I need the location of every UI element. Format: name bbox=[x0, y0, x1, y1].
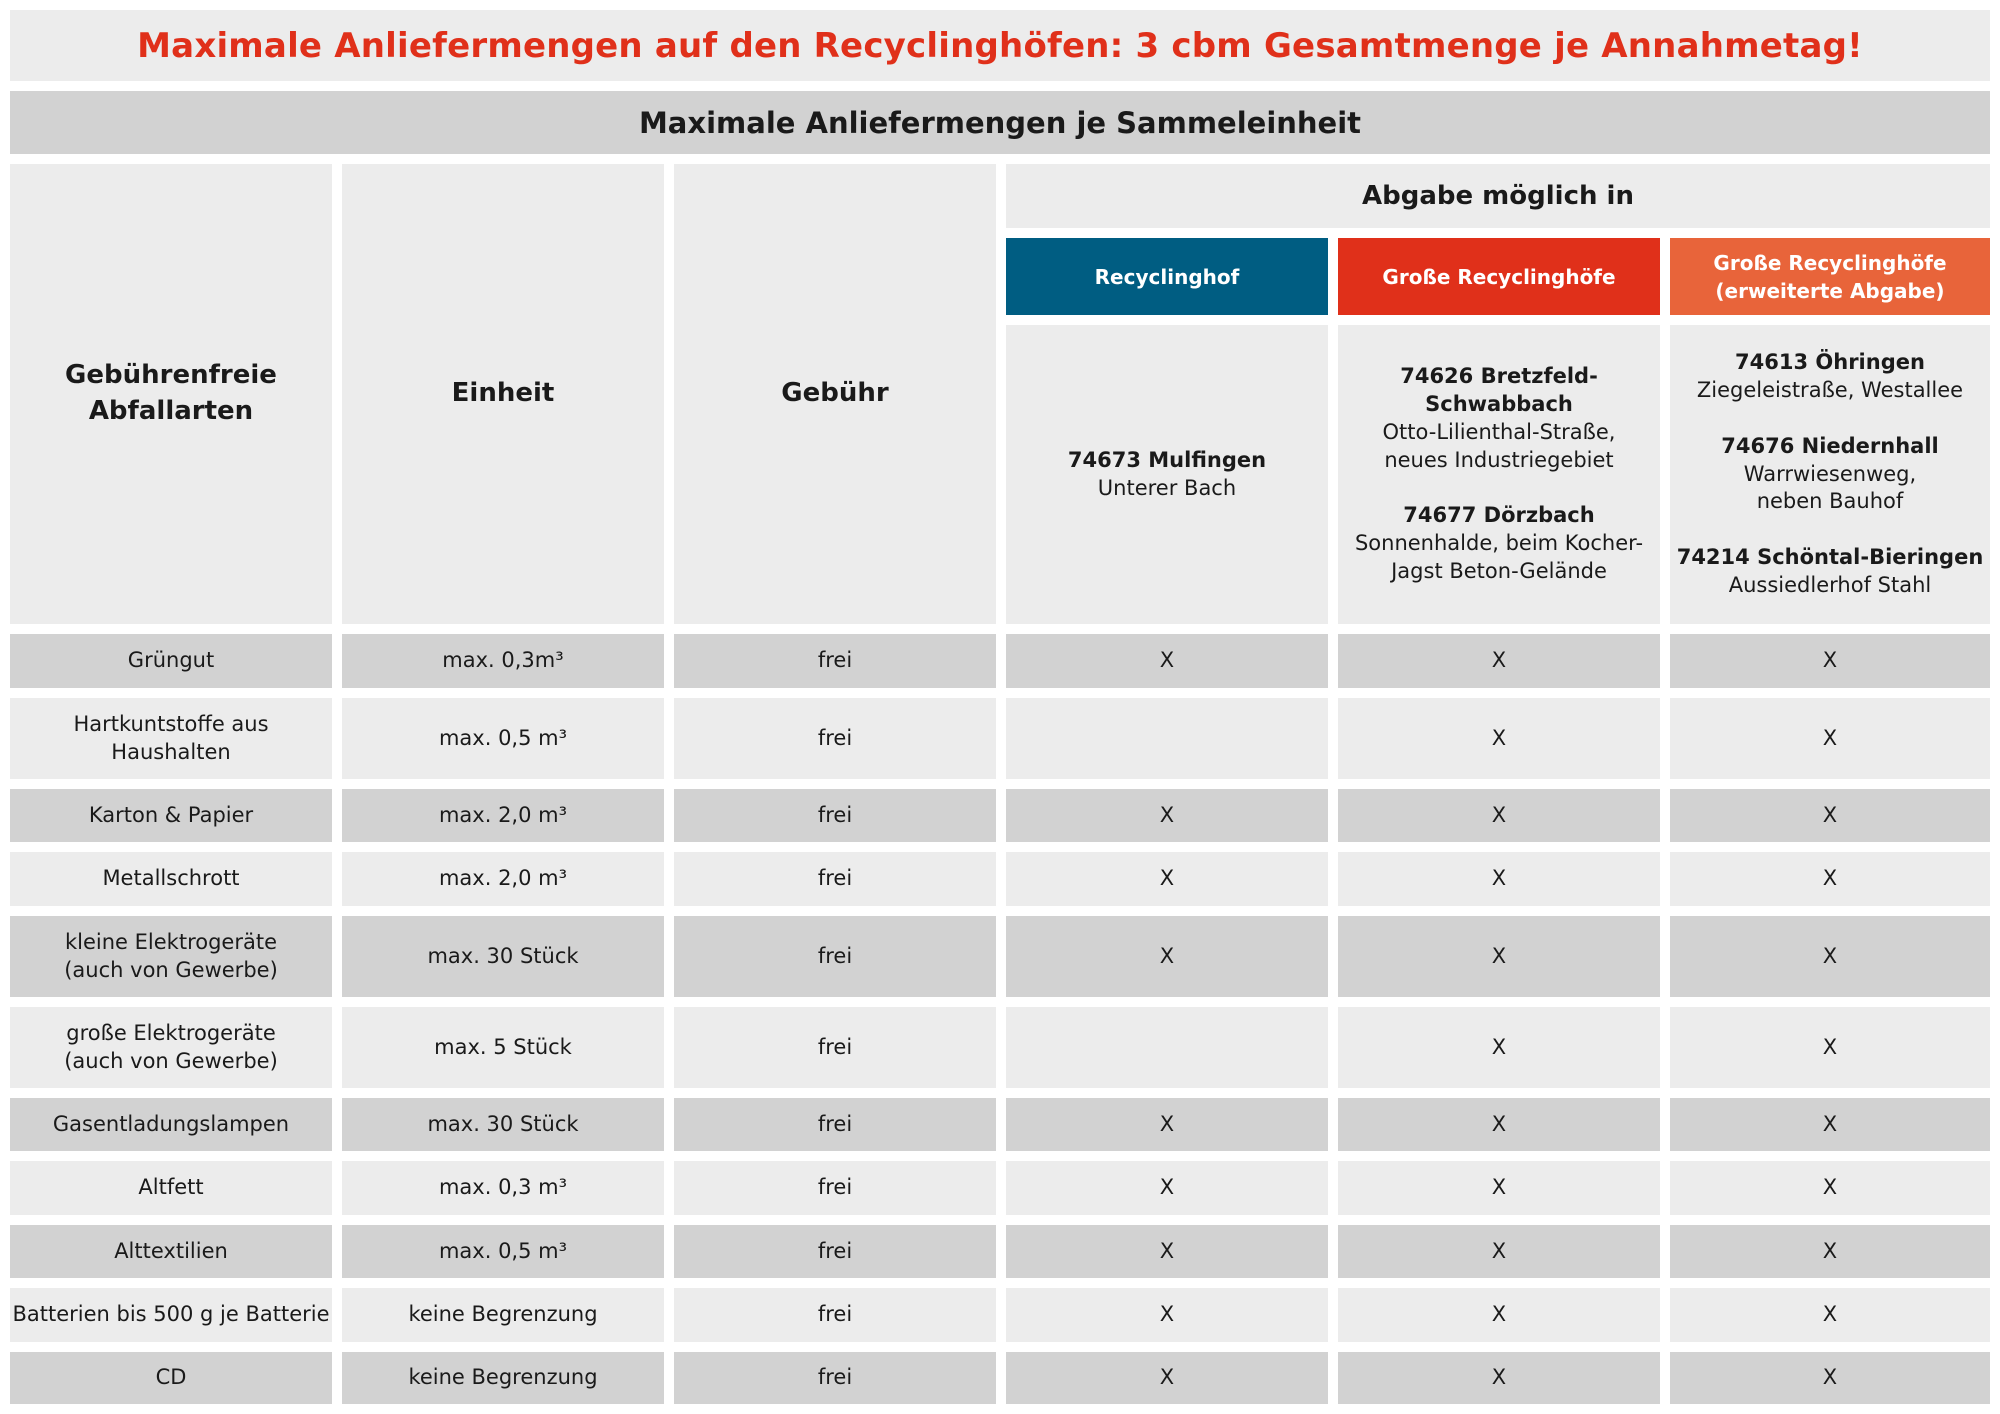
header-einheit bbox=[342, 164, 664, 624]
cell-recyclinghof-value: X bbox=[1159, 1302, 1175, 1327]
cell-einheit-value: max. 2,0 m³ bbox=[438, 802, 568, 827]
location-address: Warrwiesenweg, bbox=[1743, 461, 1917, 486]
cell-grosse-value: X bbox=[1491, 802, 1507, 827]
cell-recyclinghof bbox=[1006, 916, 1328, 997]
cell-grosse bbox=[1338, 916, 1660, 997]
header-gebuehr bbox=[674, 164, 996, 624]
cell-erweitert bbox=[1670, 1007, 1990, 1088]
cell-recyclinghof bbox=[1006, 852, 1328, 906]
cell-recyclinghof-value: X bbox=[1159, 943, 1175, 968]
cell-recyclinghof-value: X bbox=[1159, 802, 1175, 827]
location-address: neues Industriegebiet bbox=[1384, 447, 1614, 472]
cell-abfallart bbox=[10, 1225, 332, 1278]
cell-einheit-value: max. 0,3 m³ bbox=[438, 1175, 568, 1200]
abfallart-label: CD bbox=[155, 1365, 187, 1390]
cell-gebuehr-value: frei bbox=[817, 1302, 853, 1327]
cell-erweitert bbox=[1670, 916, 1990, 997]
cell-gebuehr-value: frei bbox=[817, 943, 853, 968]
cell-grosse bbox=[1338, 1098, 1660, 1151]
location-header-erweitert-line1: Große Recyclinghöfe bbox=[1713, 250, 1947, 275]
cell-einheit-value: max. 30 Stück bbox=[427, 1111, 579, 1136]
location-address: Unterer Bach bbox=[1097, 475, 1237, 500]
location-place bbox=[1697, 349, 1963, 405]
cell-einheit-value: max. 5 Stück bbox=[434, 1034, 572, 1059]
cell-einheit-value: max. 0,5 m³ bbox=[438, 1238, 568, 1263]
cell-einheit-value: max. 0,5 m³ bbox=[438, 725, 568, 750]
abfallart-label: Hartkuntstoffe aus bbox=[73, 711, 269, 736]
cell-erweitert bbox=[1670, 1161, 1990, 1215]
cell-gebuehr-value: frei bbox=[817, 1034, 853, 1059]
cell-gebuehr bbox=[674, 789, 996, 842]
header-abfallarten bbox=[10, 164, 332, 624]
page-title: Maximale Anliefermengen auf den Recyclinghöfen: 3 cbm Gesamtmenge je Annahmetag! bbox=[137, 25, 1863, 66]
cell-gebuehr bbox=[674, 1098, 996, 1151]
cell-einheit bbox=[342, 1288, 664, 1342]
location-name: 74626 Bretzfeld-Schwabbach bbox=[1400, 363, 1598, 416]
location-header-grosse-label: Große Recyclinghöfe bbox=[1382, 264, 1616, 289]
cell-recyclinghof-value: X bbox=[1159, 1238, 1175, 1263]
location-place bbox=[1338, 363, 1660, 475]
cell-recyclinghof-value: X bbox=[1159, 648, 1175, 673]
cell-einheit bbox=[342, 789, 664, 842]
cell-grosse bbox=[1338, 852, 1660, 906]
cell-recyclinghof bbox=[1006, 1225, 1328, 1278]
cell-recyclinghof bbox=[1006, 1288, 1328, 1342]
cell-einheit-value: keine Begrenzung bbox=[408, 1302, 598, 1327]
cell-abfallart bbox=[10, 1098, 332, 1151]
cell-gebuehr bbox=[674, 916, 996, 997]
cell-recyclinghof-value: X bbox=[1159, 1365, 1175, 1390]
cell-grosse-value: X bbox=[1491, 725, 1507, 750]
cell-erweitert-value: X bbox=[1822, 943, 1838, 968]
cell-abfallart bbox=[10, 1161, 332, 1215]
cell-grosse bbox=[1338, 634, 1660, 688]
abfallart-label: große Elektrogeräte bbox=[66, 1020, 276, 1045]
cell-einheit bbox=[342, 1098, 664, 1151]
cell-grosse bbox=[1338, 1225, 1660, 1278]
location-place bbox=[1677, 544, 1984, 600]
cell-grosse bbox=[1338, 1288, 1660, 1342]
cell-erweitert-value: X bbox=[1822, 725, 1838, 750]
cell-abfallart bbox=[10, 1007, 332, 1088]
abfallart-label: Metallschrott bbox=[102, 866, 240, 891]
header-abgabe-label: Abgabe möglich in bbox=[1362, 180, 1634, 211]
cell-abfallart bbox=[10, 634, 332, 688]
cell-gebuehr-value: frei bbox=[817, 725, 853, 750]
abfallart-label: Haushalten bbox=[111, 739, 231, 764]
cell-grosse-value: X bbox=[1491, 1365, 1507, 1390]
location-address: Ziegeleistraße, Westallee bbox=[1696, 377, 1964, 402]
cell-recyclinghof bbox=[1006, 1161, 1328, 1215]
header-abfallarten-line1: Gebührenfreie bbox=[65, 360, 277, 391]
cell-einheit bbox=[342, 1161, 664, 1215]
header-abfallarten-line2: Abfallarten bbox=[88, 396, 254, 426]
location-header-recyclinghof-label: Recyclinghof bbox=[1094, 264, 1240, 289]
cell-erweitert-value: X bbox=[1822, 1238, 1838, 1263]
cell-erweitert-value: X bbox=[1822, 1175, 1838, 1200]
location-place bbox=[1721, 433, 1939, 517]
location-header-erweitert bbox=[1670, 238, 1990, 315]
cell-recyclinghof bbox=[1006, 1007, 1328, 1088]
cell-gebuehr-value: frei bbox=[817, 1365, 853, 1390]
cell-erweitert-value: X bbox=[1822, 648, 1838, 673]
cell-einheit bbox=[342, 1007, 664, 1088]
abfallart-label: Alttextilien bbox=[114, 1238, 228, 1263]
cell-grosse-value: X bbox=[1491, 1111, 1507, 1136]
cell-gebuehr bbox=[674, 698, 996, 779]
cell-recyclinghof bbox=[1006, 1352, 1328, 1404]
cell-grosse bbox=[1338, 789, 1660, 842]
cell-einheit-value: max. 2,0 m³ bbox=[438, 866, 568, 891]
location-address: Sonnenhalde, beim Kocher- bbox=[1354, 531, 1644, 556]
cell-erweitert bbox=[1670, 1352, 1990, 1404]
cell-gebuehr bbox=[674, 634, 996, 688]
location-place bbox=[1068, 447, 1266, 503]
abfallart-label: kleine Elektrogeräte bbox=[65, 929, 277, 954]
abfallart-label: (auch von Gewerbe) bbox=[64, 957, 278, 982]
location-header-recyclinghof bbox=[1006, 238, 1328, 315]
cell-erweitert-value: X bbox=[1822, 802, 1838, 827]
location-address: Jagst Beton-Gelände bbox=[1391, 559, 1607, 584]
cell-erweitert bbox=[1670, 698, 1990, 779]
cell-grosse-value: X bbox=[1491, 943, 1507, 968]
cell-grosse bbox=[1338, 1161, 1660, 1215]
cell-grosse bbox=[1338, 698, 1660, 779]
cell-gebuehr-value: frei bbox=[817, 648, 853, 673]
cell-erweitert bbox=[1670, 1098, 1990, 1151]
cell-recyclinghof bbox=[1006, 789, 1328, 842]
cell-recyclinghof-value: X bbox=[1159, 1111, 1175, 1136]
cell-gebuehr bbox=[674, 1225, 996, 1278]
location-name: 74673 Mulfingen bbox=[1067, 447, 1267, 472]
cell-einheit bbox=[342, 1225, 664, 1278]
cell-einheit-value: max. 0,3m³ bbox=[442, 648, 564, 673]
location-header-erweitert-line2: (erweiterte Abgabe) bbox=[1715, 278, 1945, 303]
cell-recyclinghof-value: X bbox=[1159, 1175, 1175, 1200]
cell-einheit-value: keine Begrenzung bbox=[408, 1365, 598, 1390]
cell-recyclinghof bbox=[1006, 698, 1328, 779]
cell-einheit-value: max. 30 Stück bbox=[427, 943, 579, 968]
location-name: 74677 Dörzbach bbox=[1403, 503, 1595, 528]
cell-gebuehr-value: frei bbox=[817, 1111, 853, 1136]
location-name: 74676 Niedernhall bbox=[1721, 433, 1939, 458]
abfallart-label: Karton & Papier bbox=[88, 802, 254, 827]
cell-einheit bbox=[342, 1352, 664, 1404]
location-details-recyclinghof bbox=[1006, 325, 1328, 624]
cell-grosse-value: X bbox=[1491, 1175, 1507, 1200]
cell-gebuehr-value: frei bbox=[817, 802, 853, 827]
abfallart-label: (auch von Gewerbe) bbox=[64, 1048, 278, 1073]
location-name: 74214 Schöntal-Bieringen bbox=[1676, 545, 1984, 570]
cell-gebuehr bbox=[674, 1161, 996, 1215]
cell-grosse-value: X bbox=[1491, 866, 1507, 891]
table-subtitle: Maximale Anliefermengen je Sammeleinheit bbox=[638, 105, 1362, 140]
cell-erweitert-value: X bbox=[1822, 1302, 1838, 1327]
header-gebuehr-label: Gebühr bbox=[781, 378, 889, 409]
cell-abfallart bbox=[10, 1288, 332, 1342]
location-address: Aussiedlerhof Stahl bbox=[1728, 573, 1932, 598]
cell-abfallart bbox=[10, 852, 332, 906]
cell-grosse-value: X bbox=[1491, 1034, 1507, 1059]
cell-erweitert-value: X bbox=[1822, 1111, 1838, 1136]
cell-gebuehr bbox=[674, 1007, 996, 1088]
cell-erweitert bbox=[1670, 1288, 1990, 1342]
cell-einheit bbox=[342, 634, 664, 688]
title-banner bbox=[10, 10, 1990, 81]
cell-abfallart bbox=[10, 698, 332, 779]
cell-gebuehr-value: frei bbox=[817, 866, 853, 891]
abfallart-label: Grüngut bbox=[127, 648, 215, 673]
cell-gebuehr-value: frei bbox=[817, 1175, 853, 1200]
cell-gebuehr bbox=[674, 1288, 996, 1342]
abfallart-label: Altfett bbox=[138, 1175, 204, 1200]
cell-abfallart bbox=[10, 1352, 332, 1404]
subtitle-banner bbox=[10, 91, 1990, 154]
cell-grosse-value: X bbox=[1491, 1238, 1507, 1263]
cell-abfallart bbox=[10, 789, 332, 842]
cell-erweitert bbox=[1670, 634, 1990, 688]
location-place bbox=[1355, 502, 1643, 586]
header-einheit-label: Einheit bbox=[451, 378, 555, 409]
cell-erweitert-value: X bbox=[1822, 1365, 1838, 1390]
location-details-grosse bbox=[1338, 325, 1660, 624]
location-name: 74613 Öhringen bbox=[1735, 349, 1925, 374]
cell-grosse-value: X bbox=[1491, 1302, 1507, 1327]
cell-recyclinghof-value: X bbox=[1159, 866, 1175, 891]
cell-grosse bbox=[1338, 1007, 1660, 1088]
abfallart-label: Gasentladungslampen bbox=[52, 1111, 290, 1136]
cell-einheit bbox=[342, 852, 664, 906]
cell-grosse bbox=[1338, 1352, 1660, 1404]
location-header-grosse bbox=[1338, 238, 1660, 315]
cell-gebuehr-value: frei bbox=[817, 1238, 853, 1263]
cell-einheit bbox=[342, 916, 664, 997]
cell-erweitert-value: X bbox=[1822, 1034, 1838, 1059]
location-address: neben Bauhof bbox=[1756, 489, 1904, 514]
cell-abfallart bbox=[10, 916, 332, 997]
cell-gebuehr bbox=[674, 1352, 996, 1404]
header-abgabe bbox=[1006, 164, 1990, 228]
cell-grosse-value: X bbox=[1491, 648, 1507, 673]
location-details-erweitert bbox=[1670, 325, 1990, 624]
abfallart-label: Batterien bis 500 g je Batterie bbox=[12, 1302, 330, 1327]
cell-erweitert-value: X bbox=[1822, 866, 1838, 891]
location-address: Otto-Lilienthal-Straße, bbox=[1382, 419, 1616, 444]
cell-erweitert bbox=[1670, 1225, 1990, 1278]
cell-recyclinghof bbox=[1006, 1098, 1328, 1151]
cell-recyclinghof bbox=[1006, 634, 1328, 688]
cell-gebuehr bbox=[674, 852, 996, 906]
cell-einheit bbox=[342, 698, 664, 779]
cell-erweitert bbox=[1670, 852, 1990, 906]
cell-erweitert bbox=[1670, 789, 1990, 842]
